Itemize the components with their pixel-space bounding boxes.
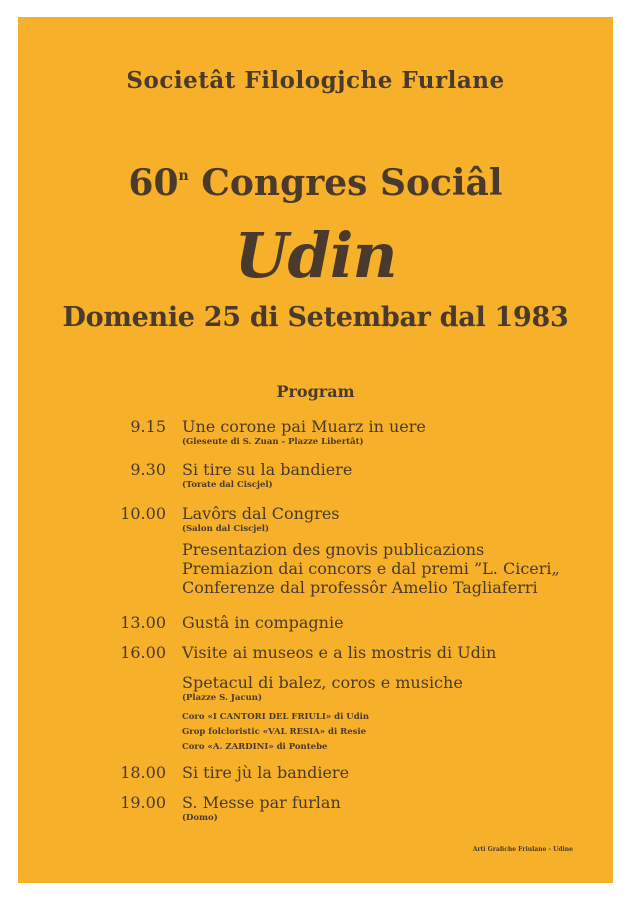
show-group: Grop folcloristic «VAL RESIA» di Resie [182,727,367,737]
item-time: 16.00 [120,643,166,662]
show-title: Spetacul di balez, coros e musiche [182,673,463,692]
item-title: Si tire su la bandiere [182,460,353,479]
item-time: 18.00 [120,763,166,782]
congress-detail: Conferenze dal professôr Amelio Tagliaferri [182,578,538,597]
item-place: (Gleseute di S. Zuan - Plazze Libertât) [182,437,364,447]
item-place: (Salon dal Ciscjel) [182,524,270,534]
item-title: Gustâ in compagnie [182,613,344,632]
congress-number: 60 [128,162,179,204]
item-time: 19.00 [120,793,166,812]
item-place: (Domo) [182,813,218,823]
item-time: 9.30 [130,460,166,479]
item-time: 10.00 [120,504,166,523]
event-date: Domenie 25 di Setembar dal 1983 [62,302,569,333]
city-name: Udin [234,219,397,292]
congress-ordinal: n [178,168,189,184]
program-title: Program [276,382,355,401]
printer-credit: Arti Grafiche Friulane - Udine [472,846,573,853]
item-title: S. Messe par furlan [182,793,341,812]
show-place: (Plazze S. Jacun) [182,693,263,703]
item-title: Visite ai museos e a lis mostris di Udin [182,643,497,662]
item-place: (Torate dal Ciscjel) [182,480,273,490]
item-title: Lavôrs dal Congres [182,504,340,523]
society-name: Societât Filologjche Furlane [126,67,505,94]
congress-title: Congres Sociâl [201,162,503,204]
poster [18,17,613,883]
item-title: Si tire jù la bandiere [182,763,350,782]
item-time: 13.00 [120,613,166,632]
congress-heading [18,162,613,204]
item-time: 9.15 [130,417,166,436]
show-group: Coro «A. ZARDINI» di Pontebe [182,742,328,752]
congress-detail: Premiazion dai concors e dal premi ”L. Ciceri„ [182,559,560,578]
show-group: Coro «I CANTORI DEL FRIULI» di Udin [182,712,370,722]
congress-detail: Presentazion des gnovis publicazions [182,540,485,559]
item-title: Une corone pai Muarz in uere [182,417,426,436]
